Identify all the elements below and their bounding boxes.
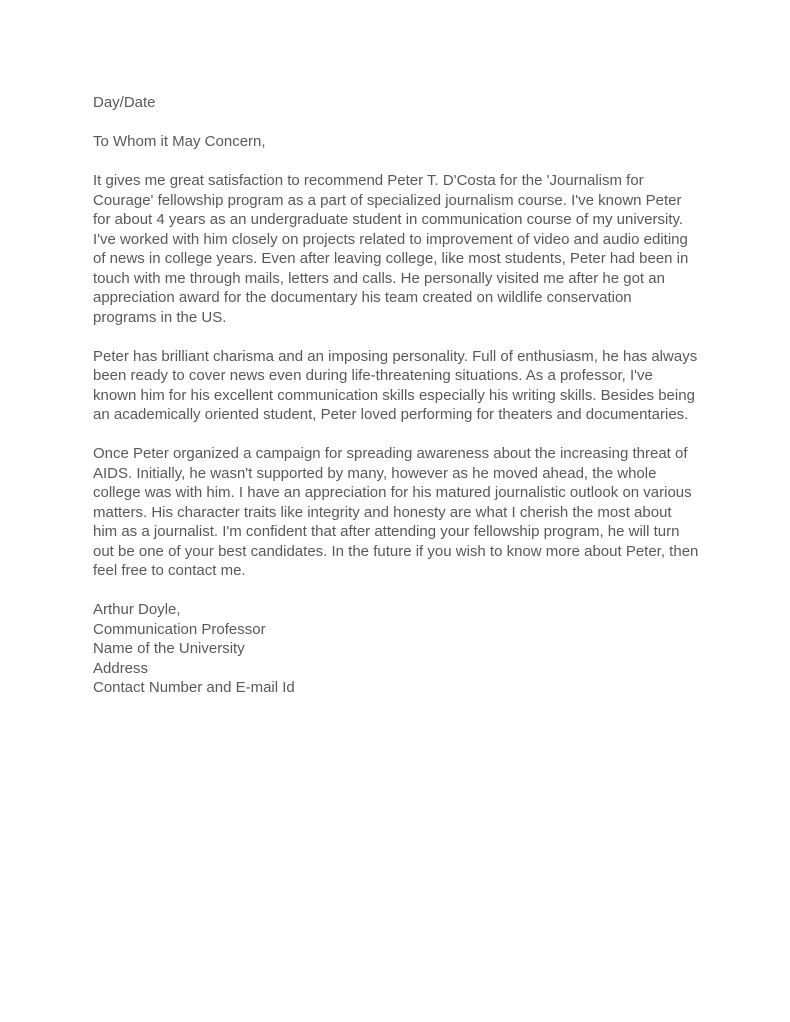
- signature-block: [93, 600, 699, 698]
- paragraph-endorsement: Once Peter organized a campaign for spreading awareness about the increasing threat of AIDS. Initially, he wasn't supported by many, however as he moved ahead, the whole college was with him. I have an appreciation for his matured journalistic outlook on various matters. His character traits like integrity and honesty are what I cherish the most about him as a journalist. I'm confident that after attending your fellowship program, he will turn out be one of your best candidates. In the future if you wish to know more about Peter, then feel free to contact me.: [93, 445, 699, 579]
- signature-address: Address: [93, 659, 149, 677]
- paragraph-introduction: It gives me great satisfaction to recommend Peter T. D'Costa for the 'Journalism for Courage' fellowship program as a part of specialized journalism course. I've known Peter for about 4 years as an undergraduate student in communication course of my university. I've worked with him closely on projects related to improvement of video and audio editing of news in college years. Even after leaving college, like most students, Peter had been in touch with me through mails, letters and calls. He personally visited me after he got an appreciation award for the documentary his team created on wildlife conservation programs in the US.: [93, 172, 689, 326]
- signature-contact: Contact Number and E-mail Id: [93, 679, 295, 696]
- signature-name: Arthur Doyle,: [93, 601, 181, 618]
- date-line: Day/Date: [93, 94, 156, 111]
- signature-university: Name of the University: [93, 640, 245, 657]
- signature-title: Communication Professor: [93, 620, 266, 638]
- paragraph-character: Peter has brilliant charisma and an imposing personality. Full of enthusiasm, he has always been ready to cover news even during life-threatening situations. As a professor, I've known him for his excellent communication skills especially his writing skills. Besides being an academically oriented student, Peter loved performing for theaters and documentaries.: [93, 347, 698, 423]
- salutation: To Whom it May Concern,: [93, 133, 266, 150]
- letter-body: [93, 93, 699, 698]
